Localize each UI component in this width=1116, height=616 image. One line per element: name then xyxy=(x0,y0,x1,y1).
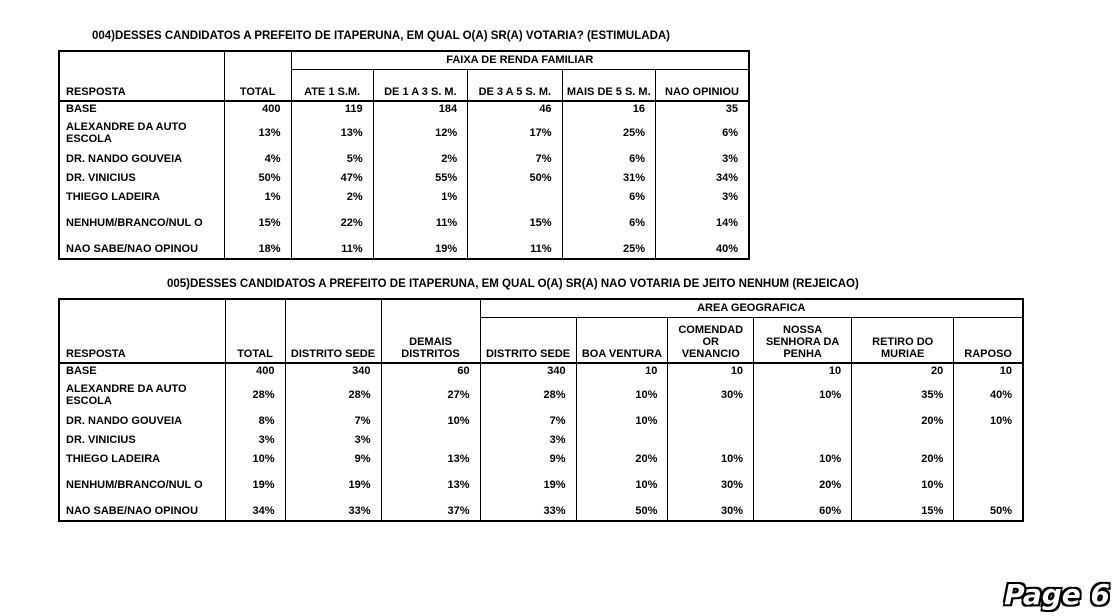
cell-value xyxy=(954,449,1023,468)
cell-value: 184 xyxy=(373,101,467,116)
row-label: DR. VINICIUS xyxy=(66,171,136,184)
header-raposo: RAPOSO xyxy=(954,317,1023,363)
cell-value: 10 xyxy=(954,363,1023,378)
cell-value: 2% xyxy=(373,149,467,168)
cell-value: 10% xyxy=(754,449,852,468)
cell-value xyxy=(954,430,1023,449)
cell-value: 3% xyxy=(655,149,749,168)
cell-value: 3% xyxy=(285,430,381,449)
table-row xyxy=(59,187,749,206)
page-number: 6 xyxy=(1090,578,1110,611)
cell-value: 28% xyxy=(225,378,285,411)
cell-value: 27% xyxy=(381,378,480,411)
table-row xyxy=(59,149,749,168)
cell-value: 20% xyxy=(852,449,954,468)
cell-value: 19% xyxy=(373,239,467,259)
cell-value: 3% xyxy=(655,187,749,206)
group-header-faixa-renda: FAIXA DE RENDA FAMILIAR xyxy=(291,51,749,69)
cell-value: 50% xyxy=(468,168,562,187)
cell-value: 19% xyxy=(225,468,285,501)
cell-value: 400 xyxy=(224,101,291,116)
cell-value: 18% xyxy=(224,239,291,259)
cell-value: 10% xyxy=(954,411,1023,430)
cell-value: 3% xyxy=(480,430,576,449)
cell-value: 13% xyxy=(381,468,480,501)
cell-value: 31% xyxy=(562,168,655,187)
cell-value: 340 xyxy=(480,363,576,378)
cell-value: 19% xyxy=(285,468,381,501)
cell-value: 10% xyxy=(668,449,754,468)
table-4-title: 004)DESSES CANDIDATOS A PREFEITO DE ITAPERUNA, EM QUAL O(A) SR(A) VOTARIA? (ESTIMULADA) xyxy=(92,30,671,42)
cell-value: 30% xyxy=(668,468,754,501)
cell-value: 5% xyxy=(291,149,373,168)
page-prefix: Page xyxy=(1004,578,1091,611)
row-label: BASE xyxy=(59,363,225,378)
cell-value: 7% xyxy=(285,411,381,430)
cell-value: 12% xyxy=(373,116,467,149)
table-row xyxy=(59,430,1023,449)
cell-value: 13% xyxy=(381,449,480,468)
cell-value: 10 xyxy=(668,363,754,378)
cell-value: 10% xyxy=(576,378,668,411)
cell-value: 15% xyxy=(468,206,562,239)
cell-value: 28% xyxy=(480,378,576,411)
page-number-badge xyxy=(1004,578,1110,611)
table-row xyxy=(59,378,1023,411)
row-label: THIEGO LADEIRA xyxy=(66,452,161,465)
cell-value: 50% xyxy=(576,501,668,521)
row-label: DR. NANDO GOUVEIA xyxy=(66,152,183,165)
cell-value: 34% xyxy=(655,168,749,187)
row-label: DR. NANDO GOUVEIA xyxy=(66,414,183,427)
cell-value: 40% xyxy=(655,239,749,259)
cell-value: 10% xyxy=(225,449,285,468)
header-nao-opiniou: NAO OPINIOU xyxy=(655,69,749,101)
cell-value: 37% xyxy=(381,501,480,521)
table-row xyxy=(59,501,1023,521)
row-label: THIEGO LADEIRA xyxy=(66,190,161,203)
cell-value: 50% xyxy=(954,501,1023,521)
cell-value xyxy=(468,187,562,206)
row-label: NAO SABE/NAO OPINOU xyxy=(66,504,199,517)
cell-value: 22% xyxy=(291,206,373,239)
cell-value: 6% xyxy=(562,206,655,239)
table-row xyxy=(59,239,749,259)
header-3-a-5-sm: DE 3 A 5 S. M. xyxy=(468,69,562,101)
cell-value xyxy=(852,430,954,449)
cell-value: 13% xyxy=(224,116,291,149)
cell-value: 4% xyxy=(224,149,291,168)
header-distrito-sede: DISTRITO SEDE xyxy=(285,299,381,363)
cell-value: 16 xyxy=(562,101,655,116)
cell-value: 8% xyxy=(225,411,285,430)
cell-value xyxy=(754,430,852,449)
cell-value: 6% xyxy=(562,149,655,168)
header-retiro-muriae: RETIRO DO MURIAE xyxy=(852,317,954,363)
cell-value: 40% xyxy=(954,378,1023,411)
table-row xyxy=(59,206,749,239)
cell-value: 10% xyxy=(852,468,954,501)
table-4 xyxy=(58,50,750,260)
cell-value xyxy=(954,468,1023,501)
cell-value: 55% xyxy=(373,168,467,187)
table-row xyxy=(59,363,1023,378)
header-resposta: RESPOSTA xyxy=(59,51,224,101)
header-total: TOTAL xyxy=(225,299,285,363)
cell-value: 33% xyxy=(480,501,576,521)
cell-value: 11% xyxy=(291,239,373,259)
header-boa-ventura: BOA VENTURA xyxy=(576,317,668,363)
cell-value: 60 xyxy=(381,363,480,378)
table-5 xyxy=(58,298,1024,522)
cell-value: 33% xyxy=(285,501,381,521)
cell-value: 20% xyxy=(576,449,668,468)
cell-value: 6% xyxy=(562,187,655,206)
cell-value: 11% xyxy=(468,239,562,259)
table-row xyxy=(59,168,749,187)
table-row xyxy=(59,468,1023,501)
table-row xyxy=(59,449,1023,468)
cell-value: 10% xyxy=(381,411,480,430)
row-label: BASE xyxy=(59,101,224,116)
cell-value: 25% xyxy=(562,116,655,149)
cell-value: 28% xyxy=(285,378,381,411)
header-nossa-senhora-penha: NOSSA SENHORA DA PENHA xyxy=(754,317,852,363)
row-label: NENHUM/BRANCO/NUL O xyxy=(66,216,203,229)
cell-value: 20% xyxy=(852,411,954,430)
table-row xyxy=(59,116,749,149)
table-5-title: 005)DESSES CANDIDATOS A PREFEITO DE ITAPERUNA, EM QUAL O(A) SR(A) NAO VOTARIA DE JEITO NENHUM (REJEICAO) xyxy=(167,278,859,290)
cell-value: 7% xyxy=(480,411,576,430)
cell-value: 20% xyxy=(754,468,852,501)
group-header-area-geografica: AREA GEOGRAFICA xyxy=(480,299,1023,317)
cell-value xyxy=(576,430,668,449)
header-1-a-3-sm: DE 1 A 3 S. M. xyxy=(373,69,467,101)
row-label: ALEXANDRE DA AUTO ESCOLA xyxy=(66,120,187,145)
cell-value: 34% xyxy=(225,501,285,521)
header-demais-distritos: DEMAIS DISTRITOS xyxy=(381,299,480,363)
cell-value: 20 xyxy=(852,363,954,378)
cell-value: 10 xyxy=(754,363,852,378)
cell-value: 11% xyxy=(373,206,467,239)
cell-value: 60% xyxy=(754,501,852,521)
header-ate-1-sm: ATE 1 S.M. xyxy=(291,69,373,101)
cell-value: 47% xyxy=(291,168,373,187)
row-label: ALEXANDRE DA AUTO ESCOLA xyxy=(66,382,187,407)
cell-value: 10 xyxy=(576,363,668,378)
cell-value xyxy=(754,411,852,430)
cell-value: 30% xyxy=(668,378,754,411)
cell-value: 9% xyxy=(480,449,576,468)
header-comendador-venancio: COMENDAD OR VENANCIO xyxy=(668,317,754,363)
cell-value xyxy=(381,430,480,449)
cell-value: 15% xyxy=(224,206,291,239)
row-label: DR. VINICIUS xyxy=(66,433,136,446)
cell-value: 10% xyxy=(576,411,668,430)
cell-value: 119 xyxy=(291,101,373,116)
cell-value: 340 xyxy=(285,363,381,378)
table-row xyxy=(59,411,1023,430)
cell-value: 9% xyxy=(285,449,381,468)
cell-value: 13% xyxy=(291,116,373,149)
cell-value: 17% xyxy=(468,116,562,149)
cell-value: 30% xyxy=(668,501,754,521)
cell-value: 3% xyxy=(225,430,285,449)
cell-value: 25% xyxy=(562,239,655,259)
cell-value: 19% xyxy=(480,468,576,501)
cell-value: 14% xyxy=(655,206,749,239)
cell-value: 1% xyxy=(373,187,467,206)
cell-value: 46 xyxy=(468,101,562,116)
cell-value: 35 xyxy=(655,101,749,116)
cell-value: 10% xyxy=(576,468,668,501)
row-label: NAO SABE/NAO OPINOU xyxy=(66,242,199,255)
cell-value: 50% xyxy=(224,168,291,187)
cell-value: 10% xyxy=(754,378,852,411)
header-mais-5-sm: MAIS DE 5 S. M. xyxy=(562,69,655,101)
header-resposta: RESPOSTA xyxy=(59,299,225,363)
cell-value xyxy=(668,430,754,449)
cell-value: 7% xyxy=(468,149,562,168)
table-row xyxy=(59,101,749,116)
cell-value xyxy=(668,411,754,430)
header-distrito-sede-area: DISTRITO SEDE xyxy=(480,317,576,363)
cell-value: 35% xyxy=(852,378,954,411)
cell-value: 6% xyxy=(655,116,749,149)
header-total: TOTAL xyxy=(224,51,291,101)
row-label: NENHUM/BRANCO/NUL O xyxy=(66,478,203,491)
cell-value: 2% xyxy=(291,187,373,206)
cell-value: 15% xyxy=(852,501,954,521)
cell-value: 1% xyxy=(224,187,291,206)
cell-value: 400 xyxy=(225,363,285,378)
